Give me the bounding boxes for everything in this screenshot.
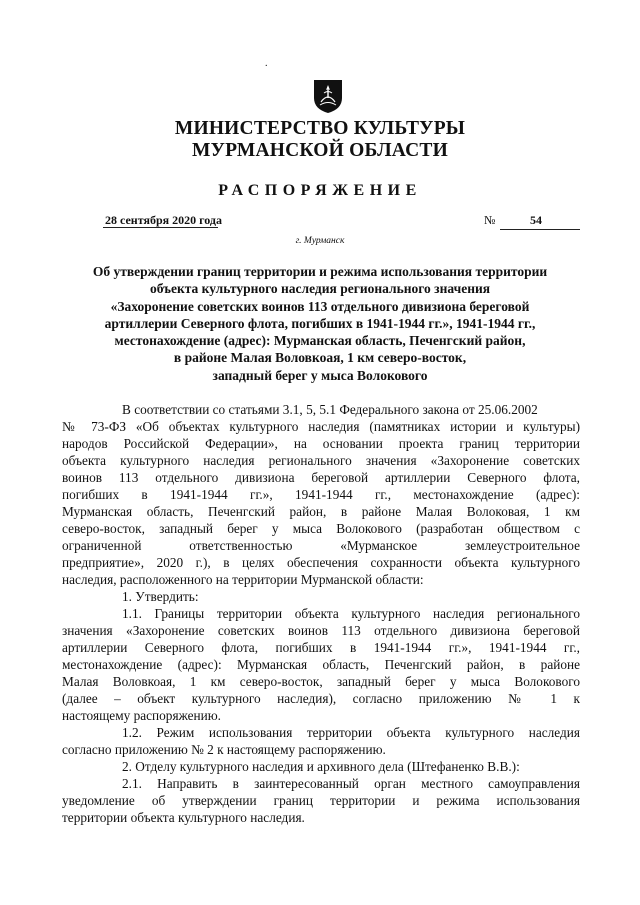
- body-line: погибших в 1941-1944 гг.», 1941-1944 гг., местонахождение (адрес):: [62, 487, 580, 502]
- body-line: ограниченной ответственностью «Мурманское землеустроительное: [62, 538, 580, 553]
- body-line: северо-восток, западный берег у мыса Волокового (разработан обществом с: [62, 521, 580, 536]
- ministry-name-line-1: МИНИСТЕРСТВО КУЛЬТУРЫ: [174, 118, 466, 139]
- document-type: РАСПОРЯЖЕНИЕ: [218, 182, 422, 199]
- body-line: 1.2. Режим использования территории объекта культурного наследия: [122, 725, 580, 740]
- body-line: настоящему распоряжению.: [62, 708, 221, 723]
- body-line: предприятие», 2020 г.), в целях обеспечения сохранности объекта культурного: [62, 555, 580, 570]
- document-title: [60, 263, 580, 384]
- number-underline: [500, 229, 580, 230]
- body-line: объекта культурного наследия регионального значения «Захоронение советских: [62, 453, 580, 468]
- body-line: воинов 113 отдельного дивизиона береговой артиллерии Северного флота,: [62, 470, 580, 485]
- title-line: объекта культурного наследия регионального значения: [149, 281, 491, 297]
- body-line: В соответствии со статьями 3.1, 5, 5.1 Федерального закона от 25.06.2002: [122, 402, 538, 417]
- title-line: артиллерии Северного флота, погибших в 1941-1944 гг.», 1941-1944 гг.,: [104, 315, 536, 331]
- body-line: согласно приложению № 2 к настоящему распоряжению.: [62, 742, 386, 757]
- document-number: 54: [530, 213, 542, 227]
- coat-of-arms-icon: [312, 78, 344, 114]
- body-line: народов Российской Федерации», на основании проекта границ территории: [62, 436, 580, 451]
- ministry-name-line-2: МУРМАНСКОЙ ОБЛАСТИ: [192, 140, 448, 161]
- body-line: 2.1. Направить в заинтересованный орган местного самоуправления: [122, 776, 580, 791]
- title-line: в районе Малая Воловкоая, 1 км северо-восток,: [173, 350, 467, 366]
- body-line: территории объекта культурного наследия.: [62, 810, 305, 825]
- body-line: Малая Воловкоая, 1 км северо-восток, западный берег у мыса Волокового: [62, 674, 580, 689]
- city-label: г. Мурманск: [295, 236, 345, 246]
- title-line: западный берег у мыса Волокового: [212, 367, 428, 383]
- body-line: (далее – объект культурного наследия), согласно приложению № 1 к: [62, 691, 580, 706]
- stray-dot: .: [265, 58, 268, 69]
- body-line: уведомление об утверждении границ территории и режима использования: [62, 793, 580, 808]
- body-line: наследия, расположенного на территории Мурманской области:: [62, 572, 424, 587]
- number-sign: №: [484, 213, 496, 227]
- body-line: 2. Отделу культурного наследия и архивного дела (Штефаненко В.В.):: [122, 759, 520, 774]
- title-line: «Захоронение советских воинов 113 отдельного дивизиона береговой: [110, 298, 530, 314]
- body-line: 1. Утвердить:: [122, 589, 199, 604]
- document-date: 28 сентября 2020 года: [105, 213, 222, 227]
- body-line: Мурманская область, Печенгский район, в районе Малая Волоковая, 1 км: [62, 504, 580, 519]
- body-line: артиллерии Северного флота, погибших в 1941-1944 гг.», 1941-1944 гг.,: [62, 640, 580, 655]
- date-underline: [103, 227, 218, 228]
- body-line: значения «Захоронение советских воинов 113 отдельного дивизиона береговой: [62, 623, 580, 638]
- title-line: Об утверждении границ территории и режима использования территории: [92, 264, 548, 279]
- body-line: местонахождение (адрес): Мурманская область, Печенгский район, в районе: [62, 657, 580, 672]
- title-line: местонахождение (адрес): Мурманская область, Печенгский район,: [114, 333, 526, 349]
- body-line: 1.1. Границы территории объекта культурного наследия регионального: [122, 606, 580, 621]
- body-line: № 73-ФЗ «Об объектах культурного наследия (памятниках истории и культуры): [62, 419, 580, 434]
